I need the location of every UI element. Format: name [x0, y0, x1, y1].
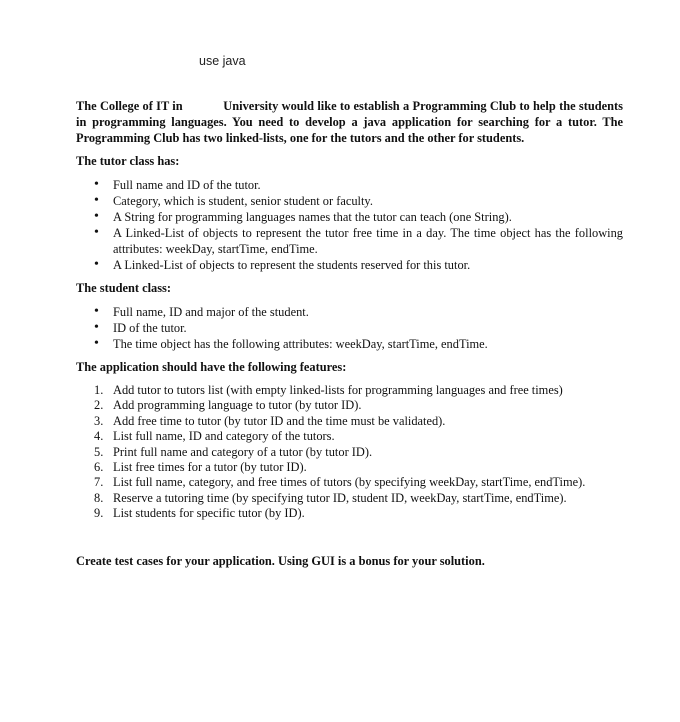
list-item: • Full name, ID and major of the student.: [76, 304, 623, 320]
item-text: Print full name and category of a tutor (by tutor ID).: [113, 444, 373, 459]
intro-paragraph: [76, 98, 623, 146]
list-item: [76, 445, 623, 460]
item-text: Reserve a tutoring time (by specifying tutor ID, student ID, weekDay, startTime, endTime).: [113, 490, 567, 505]
item-number: 8.: [94, 490, 104, 505]
item-text: List free times for a tutor (by tutor ID).: [113, 460, 307, 475]
item-text: List students for specific tutor (by ID).: [113, 506, 305, 521]
item-number: 6.: [94, 460, 104, 475]
item-number: 2.: [94, 398, 104, 413]
assignment-document: [76, 98, 623, 569]
item-number: 1.: [94, 383, 104, 397]
tutor-class-heading: The tutor class has:: [76, 154, 180, 168]
list-item: • Category, which is student, senior student or faculty.: [76, 193, 623, 209]
list-item: [76, 414, 623, 429]
list-item: [76, 475, 623, 490]
intro-part-2: University would like to establish a Programming Club to help the students in programming languages. You need to develop a java application for searching for a tutor. The Programming Club has two linked-lists, one for the tutors and the other for students.: [76, 99, 623, 145]
item-number: 3.: [94, 413, 104, 428]
list-item: • Full name and ID of the tutor.: [76, 177, 623, 193]
student-class-heading: The student class:: [76, 281, 172, 295]
list-item: [76, 491, 623, 506]
list-item: [76, 398, 623, 413]
list-item: • A Linked-List of objects to represent the students reserved for this tutor.: [76, 257, 623, 273]
list-item: [76, 460, 623, 475]
item-number: 5.: [94, 444, 104, 459]
list-item: [76, 506, 623, 521]
list-item: [76, 383, 623, 398]
item-text: List full name, ID and category of the tutors.: [113, 429, 335, 444]
item-text: List full name, category, and free times of tutors (by specifying weekDay, startTime, endTime).: [113, 475, 586, 490]
intro-part-1: The College of IT in: [76, 99, 183, 113]
student-class-list: [76, 304, 623, 352]
item-number: 7.: [94, 475, 104, 490]
item-text: Add free time to tutor (by tutor ID and the time must be validated).: [113, 413, 446, 428]
item-number: 4.: [94, 429, 104, 444]
use-java-note: use java: [199, 54, 246, 68]
list-item: • The time object has the following attributes: weekDay, startTime, endTime.: [76, 336, 623, 352]
list-item: • A Linked-List of objects to represent the tutor free time in a day. The time object has the following attributes: weekDay, startTime, endTime.: [76, 225, 623, 257]
features-heading: The application should have the following features:: [76, 360, 347, 374]
features-list: [76, 383, 623, 522]
list-item: • ID of the tutor.: [76, 320, 623, 336]
item-number: 9.: [94, 506, 104, 521]
item-text: Add programming language to tutor (by tutor ID).: [113, 398, 362, 413]
list-item: [76, 429, 623, 444]
item-text: Add tutor to tutors list (with empty linked-lists for programming languages and free times): [113, 383, 563, 397]
closing-statement: Create test cases for your application. Using GUI is a bonus for your solution.: [76, 553, 485, 568]
tutor-class-list: [76, 177, 623, 273]
list-item: • A String for programming languages names that the tutor can teach (one String).: [76, 209, 623, 225]
redacted-name: [186, 102, 220, 113]
